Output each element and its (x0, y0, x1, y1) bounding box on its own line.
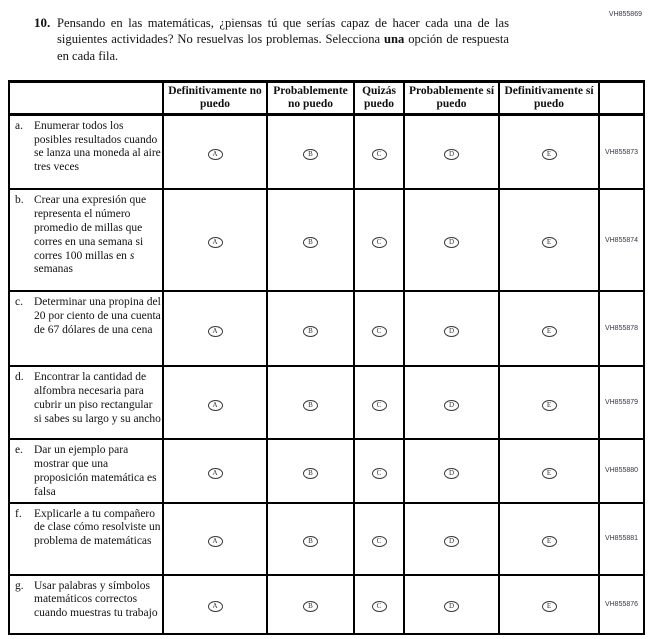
table-row-b (9, 189, 644, 291)
option-cell (499, 114, 599, 189)
response-bubble-b[interactable]: B (303, 536, 318, 547)
response-table (8, 80, 645, 634)
option-cell (267, 189, 354, 291)
response-bubble-c[interactable]: C (372, 601, 387, 612)
response-bubble-a[interactable]: A (208, 149, 223, 160)
option-cell (404, 575, 499, 634)
activity-text-part: Dar un ejemplo para mostrar que una proposición matemática es falsa (34, 444, 157, 498)
response-bubble-a[interactable]: A (208, 400, 223, 411)
item-code: VH855880 (604, 467, 639, 475)
activity-cell (9, 575, 163, 634)
response-bubble-d[interactable]: D (444, 237, 459, 248)
response-bubble-d[interactable]: D (444, 468, 459, 479)
option-cell (404, 439, 499, 502)
item-code-cell (599, 366, 644, 439)
activity-text (34, 508, 161, 549)
activity-text-part: Encontrar la cantidad de alfombra necesaria para cubrir un piso rectangular si sabes su largo y su ancho (34, 371, 161, 425)
activity-text-part: Crear una expresión que representa el número promedio de millas que corres en una semana si corres 100 millas en (34, 194, 147, 262)
option-cell (354, 366, 404, 439)
option-cell (354, 439, 404, 502)
page-code: VH855869 (608, 11, 642, 18)
column-header-definitivamente-no: Definitivamente no puedo (163, 82, 267, 115)
option-cell (267, 503, 354, 575)
question-text-end: opción de respuesta en cada fila. (57, 32, 510, 63)
item-code-cell (599, 291, 644, 366)
row-letter: d. (15, 371, 24, 384)
item-code: VH855873 (604, 148, 639, 156)
row-letter: b. (15, 194, 24, 207)
activity-text-part: Explicarle a tu compañero de clase cómo resolviste un problema de matemáticas (34, 507, 161, 548)
option-cell (267, 366, 354, 439)
option-cell (163, 366, 267, 439)
header-empty-cell (9, 82, 163, 115)
activity-variable: s (129, 249, 135, 262)
item-code-cell (599, 439, 644, 502)
option-cell (163, 189, 267, 291)
response-bubble-d[interactable]: D (444, 536, 459, 547)
response-bubble-e[interactable]: E (542, 601, 557, 612)
table-row-a (9, 114, 644, 189)
option-cell (163, 503, 267, 575)
option-cell (499, 503, 599, 575)
response-bubble-b[interactable]: B (303, 237, 318, 248)
response-bubble-a[interactable]: A (208, 326, 223, 337)
option-cell (404, 366, 499, 439)
item-code: VH855876 (604, 600, 639, 608)
activity-cell (9, 503, 163, 575)
response-bubble-e[interactable]: E (542, 400, 557, 411)
response-bubble-c[interactable]: C (372, 237, 387, 248)
response-bubble-c[interactable]: C (372, 326, 387, 337)
response-bubble-c[interactable]: C (372, 468, 387, 479)
option-cell (354, 291, 404, 366)
activity-cell (9, 291, 163, 366)
column-header-quizas: Quizás puedo (354, 82, 404, 115)
column-header-probablemente-no: Probablemente no puedo (267, 82, 354, 115)
item-code: VH855881 (604, 535, 639, 543)
item-code-cell (599, 114, 644, 189)
response-bubble-c[interactable]: C (372, 400, 387, 411)
response-bubble-d[interactable]: D (444, 400, 459, 411)
header-row (9, 82, 644, 115)
response-bubble-d[interactable]: D (444, 326, 459, 337)
activity-text-part: semanas (34, 263, 73, 276)
response-bubble-b[interactable]: B (303, 400, 318, 411)
option-cell (163, 575, 267, 634)
question-number: 10. (34, 15, 51, 30)
option-cell (404, 189, 499, 291)
activity-cell (9, 114, 163, 189)
item-code-cell (599, 503, 644, 575)
option-cell (354, 575, 404, 634)
response-bubble-a[interactable]: A (208, 468, 223, 479)
option-cell (404, 291, 499, 366)
question-block (0, 0, 651, 64)
option-cell (499, 291, 599, 366)
option-cell (499, 575, 599, 634)
activity-text-part: Usar palabras y símbolos matemáticos correctos cuando muestras tu trabajo (34, 579, 158, 620)
item-code-cell (599, 189, 644, 291)
option-cell (267, 439, 354, 502)
response-bubble-e[interactable]: E (542, 149, 557, 160)
activity-cell (9, 189, 163, 291)
response-bubble-c[interactable]: C (372, 149, 387, 160)
activity-text-part: Enumerar todos los posibles resultados cuando se lanza una moneda al aire tres veces (34, 119, 161, 174)
response-bubble-e[interactable]: E (542, 326, 557, 337)
response-bubble-e[interactable]: E (542, 536, 557, 547)
table-row-d (9, 366, 644, 439)
row-letter: f. (15, 507, 22, 520)
activity-text (34, 194, 161, 277)
response-bubble-b[interactable]: B (303, 601, 318, 612)
question-text-start: Pensando en las matemáticas, ¿piensas tú que serías capaz de hacer cada una de las siguientes actividades? No resuelvas los problemas. Selecciona (57, 16, 509, 47)
row-letter: e. (15, 444, 23, 457)
option-cell (404, 114, 499, 189)
column-header-probablemente-si: Probablemente sí puedo (404, 82, 499, 115)
question-bold-word: una (383, 32, 405, 47)
header-code-cell (599, 82, 644, 115)
row-letter: a. (15, 119, 23, 132)
option-cell (404, 503, 499, 575)
activity-text (34, 120, 161, 175)
option-cell (354, 503, 404, 575)
response-bubble-a[interactable]: A (208, 237, 223, 248)
option-cell (267, 114, 354, 189)
response-bubble-e[interactable]: E (542, 237, 557, 248)
response-bubble-a[interactable]: A (208, 601, 223, 612)
table-row-c (9, 291, 644, 366)
table-row-f (9, 503, 644, 575)
column-header-definitivamente-si: Definitivamente sí puedo (499, 82, 599, 115)
row-letter: c. (15, 296, 23, 309)
item-code: VH855874 (604, 236, 639, 244)
response-bubble-a[interactable]: A (208, 536, 223, 547)
activity-text (34, 580, 161, 621)
activity-text-part: Determinar una propina del 20 por ciento de una cuenta de 67 dólares de una cena (34, 296, 161, 336)
option-cell (267, 575, 354, 634)
option-cell (163, 439, 267, 502)
response-bubble-b[interactable]: B (303, 326, 318, 337)
activity-text (34, 371, 161, 426)
option-cell (499, 439, 599, 502)
option-cell (499, 366, 599, 439)
option-cell (163, 291, 267, 366)
option-cell (163, 114, 267, 189)
response-bubble-b[interactable]: B (303, 149, 318, 160)
row-letter: g. (15, 579, 24, 592)
response-bubble-c[interactable]: C (372, 536, 387, 547)
option-cell (267, 291, 354, 366)
response-bubble-b[interactable]: B (303, 468, 318, 479)
response-bubble-d[interactable]: D (444, 149, 459, 160)
item-code: VH855879 (604, 399, 639, 407)
option-cell (354, 189, 404, 291)
table-row-e (9, 439, 644, 502)
option-cell (499, 189, 599, 291)
item-code: VH855878 (604, 325, 639, 333)
question-text (57, 15, 509, 64)
activity-text (34, 296, 161, 337)
activity-cell (9, 439, 163, 502)
response-bubble-e[interactable]: E (542, 468, 557, 479)
activity-cell (9, 366, 163, 439)
table-row-g (9, 575, 644, 634)
response-bubble-d[interactable]: D (444, 601, 459, 612)
option-cell (354, 114, 404, 189)
activity-text (34, 444, 161, 499)
item-code-cell (599, 575, 644, 634)
